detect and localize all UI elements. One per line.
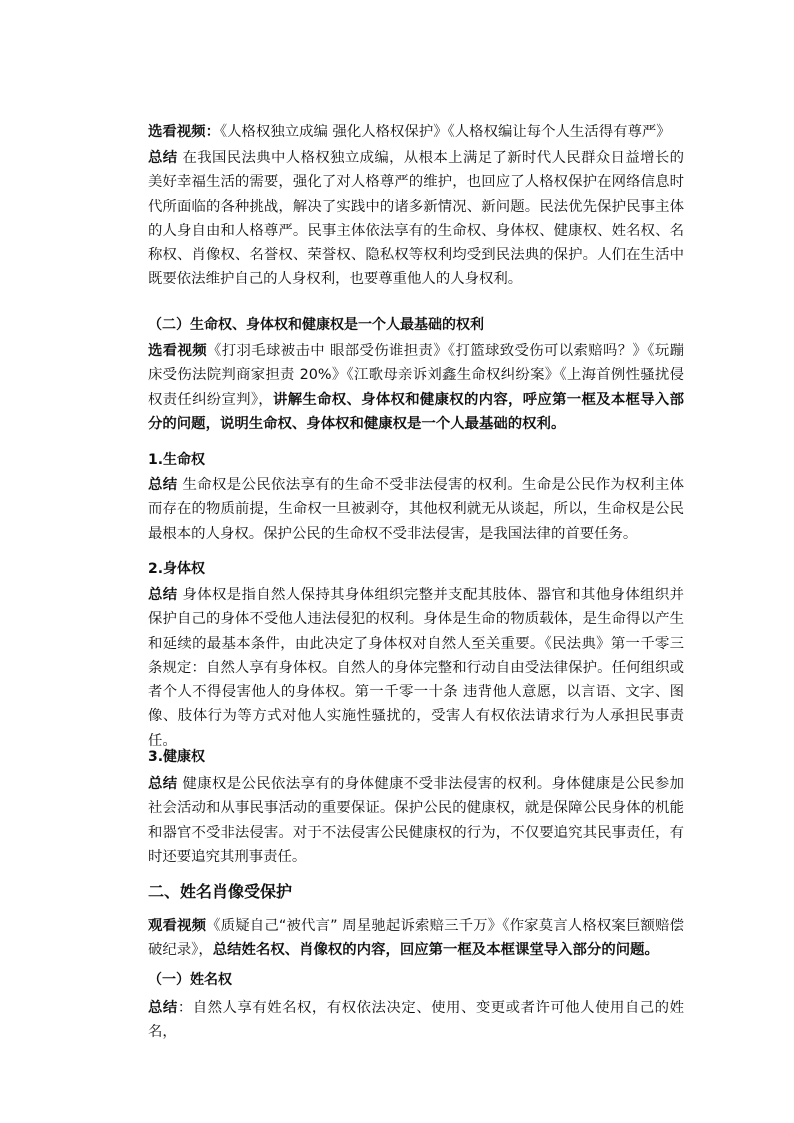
paragraph-summary-personality-rights [148,146,684,292]
paragraph-text: 《质疑自己“被代言” 周星驰起诉索赔三千万》《作家莫言人格权案巨额赔偿破纪录》， [148,918,684,959]
paragraph-lead: 总结 [148,150,178,166]
heading-right-to-name: （一）姓名权 [148,972,232,988]
paragraph-lead: 选看视频： [148,124,220,140]
heading-name-portrait-protection: 二、姓名肖像受保护 [148,882,293,901]
paragraph-text: ：自然人享有姓名权，有权依法决定、使用、变更或者许可他人使用自己的姓名， [148,1000,684,1041]
paragraph-video-list-1 [148,120,684,144]
paragraph-text: 《人格权独立成编 强化人格权保护》《人格权编让每个人生活得有尊严》 [219,124,671,140]
paragraph-summary-health [148,772,684,869]
paragraph-lead: 总结 [148,587,178,603]
paragraph-text: 健康权是公民依法享有的身体健康不受非法侵害的权利。身体健康是公民参加社会活动和从事民事活动的重要保证。保护公民的健康权，就是保障公民身体的机能和器官不受非法侵害。对于不法侵害公民健康权的行为，不仅要追究其民事责任，有时还要追究其刑事责任。 [148,776,684,865]
paragraph-tail: 总结姓名权、肖像权的内容，回应第一框及本框课堂导入部分的问题。 [212,942,659,959]
heading-life-body-health-rights: （二）生命权、身体权和健康权是一个人最基础的权利 [148,317,484,333]
paragraph-video-list-3 [148,914,684,963]
paragraph-text: 《打羽毛球被击中 眼部受伤谁担责》《打篮球致受伤可以索赔吗？》《玩蹦床受伤法院判商家担责 20%》《江歌母亲诉刘鑫生命权纠纷案》《上海首例性骚扰侵权责任纠纷宣判》， [148,343,684,408]
paragraph-lead: 观看视频 [148,918,207,934]
paragraph-summary-body [148,583,684,753]
paragraph-summary-life [148,473,684,546]
paragraph-video-list-2 [148,339,684,436]
paragraph-lead: 总结 [148,1000,178,1016]
paragraph-summary-name [148,996,684,1045]
paragraph-lead: 总结 [148,776,178,792]
heading-right-to-health: 3.健康权 [148,749,206,765]
heading-right-to-body: 2.身体权 [148,561,206,577]
paragraph-text: 生命权是公民依法享有的生命不受非法侵害的权利。生命是公民作为权利主体而存在的物质前提，生命权一旦被剥夺，其他权利就无从谈起，所以，生命权是公民最根本的人身权。保护公民的生命权不受非法侵害，是我国法律的首要任务。 [148,477,684,542]
paragraph-text: 在我国民法典中人格权独立成编，从根本上满足了新时代人民群众日益增长的美好幸福生活的需要，强化了对人格尊严的维护，也回应了人格权保护在网络信息时代所面临的各种挑战，解决了实践中的诸多新情况、新问题。民法优先保护民事主体的人身自由和人格尊严。民事主体依法享有的生命权、身体权、健康权、姓名权、名称权、肖像权、名誉权、荣誉权、隐私权等权利均受到民法典的保护。人们在生活中既要依法维护自己的人身权利，也要尊重他人的人身权利。 [148,150,684,288]
paragraph-text: 身体权是指自然人保持其身体组织完整并支配其肢体、器官和其他身体组织并保护自己的身体不受他人违法侵犯的权利。身体是生命的物质载体，是生命得以产生和延续的最基本条件，由此决定了身体权对自然人至关重要。《民法典》第一千零三条规定：自然人享有身体权。自然人的身体完整和行动自由受法律保护。任何组织或者个人不得侵害他人的身体权。第一千零一十条 违背他人意愿，以言语、文字、图像、肢体行为等方式对他人实施性骚扰的，受害人有权依法请求行为人承担民事责任。 [148,587,684,749]
paragraph-lead: 总结 [148,477,178,493]
heading-right-to-life: 1.生命权 [148,452,206,468]
paragraph-tail: 讲解生命权、身体权和健康权的内容，呼应第一框及本框导入部分的问题，说明生命权、身体权和健康权是一个人最基础的权利。 [148,391,684,432]
paragraph-lead: 选看视频 [148,343,208,359]
